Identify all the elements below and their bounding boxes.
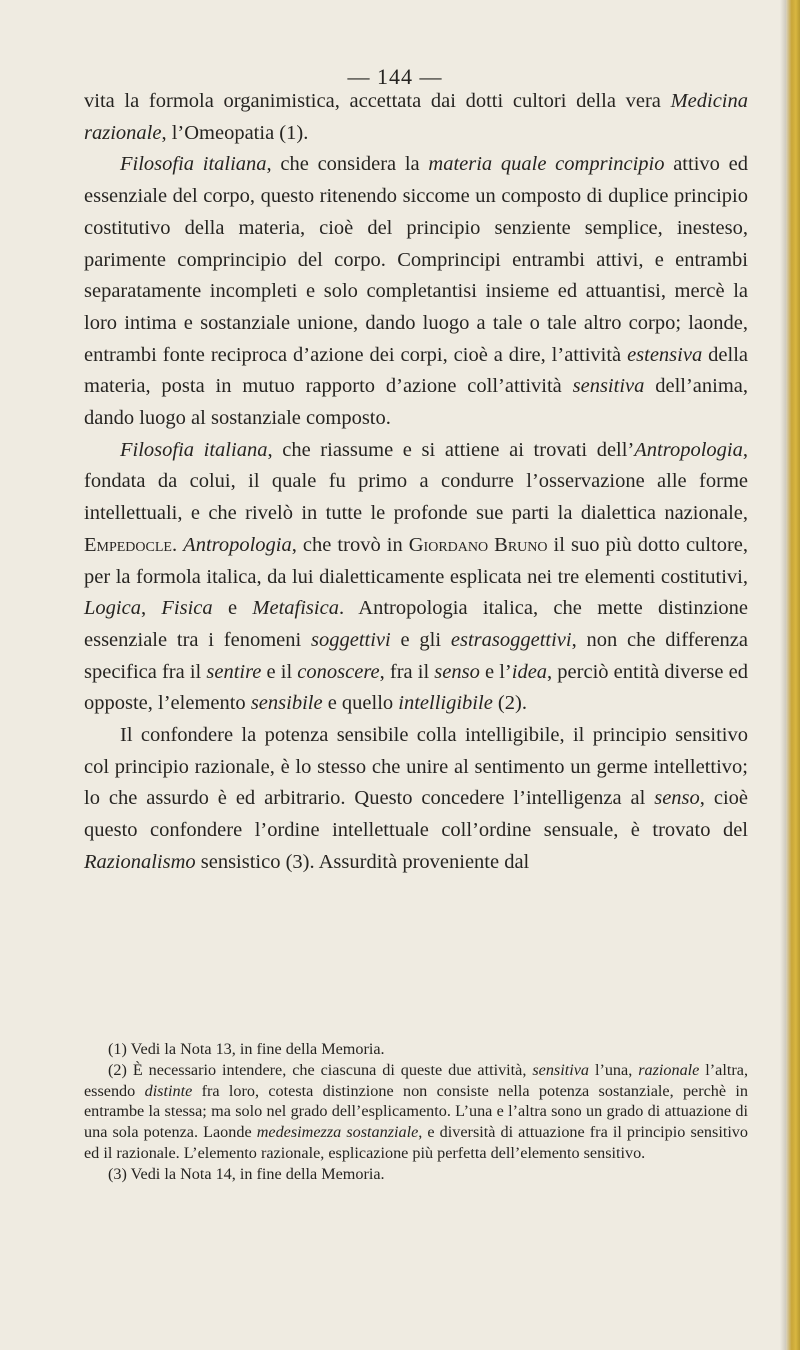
text-segment: materia quale comprincipio [428, 153, 665, 176]
text-segment: sentire [206, 660, 262, 683]
text-segment: estrasoggettivi [450, 628, 572, 651]
text-segment: medesimezza sostanziale [256, 1123, 419, 1142]
paragraph-4 [84, 720, 748, 879]
text-segment: vita la formola organimistica, accettata dai dotti cultori della vera [84, 90, 671, 112]
text-segment: soggettivi [311, 628, 391, 651]
text-segment: Antropologia [634, 438, 743, 461]
text-segment: . Antropologia italica, che mette distinzione essenziale tra i fenomeni [84, 597, 748, 651]
text-segment: sensibile [250, 692, 323, 715]
text-segment: , l’Omeopatia (1). [161, 121, 309, 144]
paragraph-2 [84, 149, 748, 434]
text-segment: intelligibile [398, 692, 493, 715]
text-segment: Giordano Bruno [408, 533, 548, 556]
text-segment: (2). [492, 692, 527, 715]
text-segment: (2) È necessario intendere, che ciascuna di queste due attività, [108, 1060, 533, 1079]
text-segment: sensitiva [532, 1060, 590, 1079]
text-segment: fra loro, cotesta distinzione non consiste nella potenza sostanziale, perchè in entrambe la stessa; ma solo nel grado dell’esplicamento. L’una e l’altra sono un grado di attuazione di una sola potenza. Laonde [84, 1081, 749, 1142]
text-segment: , e diversità di attuazione fra il principio sensitivo ed il razionale. L’elemento razionale, esplicazione più perfetta dell’elemento sensitivo. [84, 1123, 748, 1162]
text-segment: razionale [638, 1060, 700, 1079]
text-segment: attivo ed essenziale del corpo, questo ritenendo siccome un composto di duplice principio costitutivo della materia, cioè del principio senziente semplice, inesteso, parimente comprincipio del corpo. Comprincipi entrambi attivi, e entrambi separatamente incompleti e solo completantisi insieme ed attuantisi, mercè la loro intima e sostanziale unione, dando luogo a tale o tale altro corpo; laonde, entrambi fonte reciproca d’azione dei corpi, cioè a dire, l’attività [84, 153, 748, 366]
footnote-1 [84, 1039, 748, 1060]
text-segment: estensiva [627, 343, 703, 366]
text-segment: senso [434, 660, 480, 683]
paragraph-3 [84, 435, 748, 720]
text-segment: Razionalismo [84, 850, 196, 873]
text-segment: e [212, 597, 253, 620]
footnote-2 [84, 1060, 748, 1164]
footnotes [84, 1039, 748, 1185]
text-segment: , fra il [379, 660, 435, 683]
text-segment: . [171, 533, 184, 556]
main-text [84, 86, 748, 879]
text-segment: Fisica [161, 597, 213, 620]
paragraph-1 [84, 86, 748, 149]
text-segment: Medicina razionale [84, 90, 748, 144]
text-segment: idea [511, 660, 548, 683]
text-segment: l’altra, essendo [84, 1060, 748, 1100]
text-segment: della materia, posta in mutuo rapporto d’azione coll’attività [84, 343, 748, 398]
text-segment: (1) Vedi la Nota 13, in fine della Memoria. [108, 1040, 385, 1058]
text-segment: il suo più dotto cultore, per la formola italica, da lui dialetticamente esplicata nei tre elementi costitutivi, [84, 533, 749, 588]
text-segment: senso [654, 787, 700, 810]
text-segment: Empedocle [84, 533, 172, 556]
text-segment: Antropologia [183, 533, 292, 556]
text-segment: , non che differenza specifica fra il [84, 628, 749, 683]
page-number: — 144 — [347, 64, 443, 89]
text-segment: , cioè questo confondere l’ordine intellettuale coll’ordine sensuale, è trovato del [84, 787, 748, 842]
text-segment: e il [261, 660, 298, 683]
text-segment: , che riassume e si attiene ai trovati dell’ [267, 438, 635, 461]
footnote-3 [84, 1164, 748, 1185]
text-segment: Il confondere la potenza sensibile colla intelligibile, il principio sensitivo col principio razionale, è lo stesso che unire al sentimento un germe intellettivo; lo che assurdo è ed arbitrario. Questo concedere l’intelligenza al [84, 724, 748, 810]
text-segment: , perciò entità diverse ed opposte, l’elemento [84, 660, 748, 715]
text-segment: e gli [390, 628, 451, 651]
page-edge [786, 0, 800, 1350]
text-segment: , fondata da colui, il quale fu primo a condurre l’osservazione alle forme intellettuali, e che rivelò in tutte le profonde sue parti la dialettica nazionale, [84, 438, 748, 525]
text-segment: dell’anima, dando luogo al sostanziale composto. [84, 375, 749, 430]
text-segment: distinte [144, 1081, 193, 1100]
text-segment: sensitiva [572, 375, 645, 398]
text-segment: , che considera la [266, 153, 429, 176]
text-segment: e l’ [479, 660, 512, 683]
text-segment: Filosofia italiana [120, 153, 267, 176]
text-segment: l’una, [589, 1060, 639, 1079]
text-segment: Logica [84, 597, 141, 620]
text-segment: (3) Vedi la Nota 14, in fine della Memoria. [108, 1164, 385, 1183]
text-segment: conoscere [297, 660, 380, 683]
text-segment: Filosofia italiana [120, 438, 268, 461]
text-segment: , [140, 597, 162, 620]
text-segment: , che trovò in [291, 533, 409, 556]
text-segment: Metafisica [252, 597, 339, 620]
text-segment: sensistico (3). Assurdità proveniente dal [195, 850, 530, 873]
text-segment: e quello [322, 692, 399, 715]
